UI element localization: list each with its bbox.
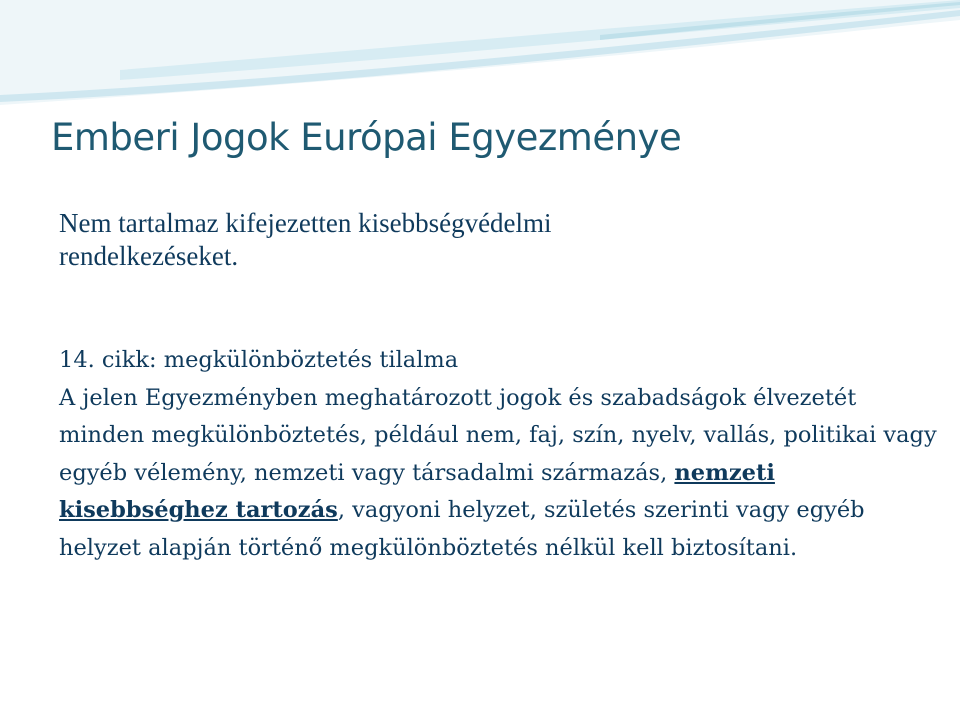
slide-body [59,207,939,567]
article-text-after: , vagyoni helyzet, születés szerinti vagy egyéb helyzet alapján történő megkülönböztetés nélkül kell biztosítani. [59,497,865,561]
intro-line-2: rendelkezéseket. [59,241,239,271]
intro-line-1: Nem tartalmaz kifejezetten kisebbségvédelmi [59,208,552,238]
article-highlight: nemzeti kisebbséghez tartozás [59,459,775,523]
intro-text [59,207,939,273]
slide-title: Emberi Jogok Európai Egyezménye [51,116,682,159]
article-14 [59,342,939,567]
article-text [59,380,939,568]
article-text-before: A jelen Egyezményben meghatározott jogok és szabadságok élvezetét minden megkülönböztetés, például nem, faj, szín, nyelv, vallás, politikai vagy egyéb vélemény, nemzeti vagy társadalmi származás, [59,384,937,486]
article-heading: 14. cikk: megkülönböztetés tilalma [59,347,459,373]
header-wave-decoration [0,0,960,120]
